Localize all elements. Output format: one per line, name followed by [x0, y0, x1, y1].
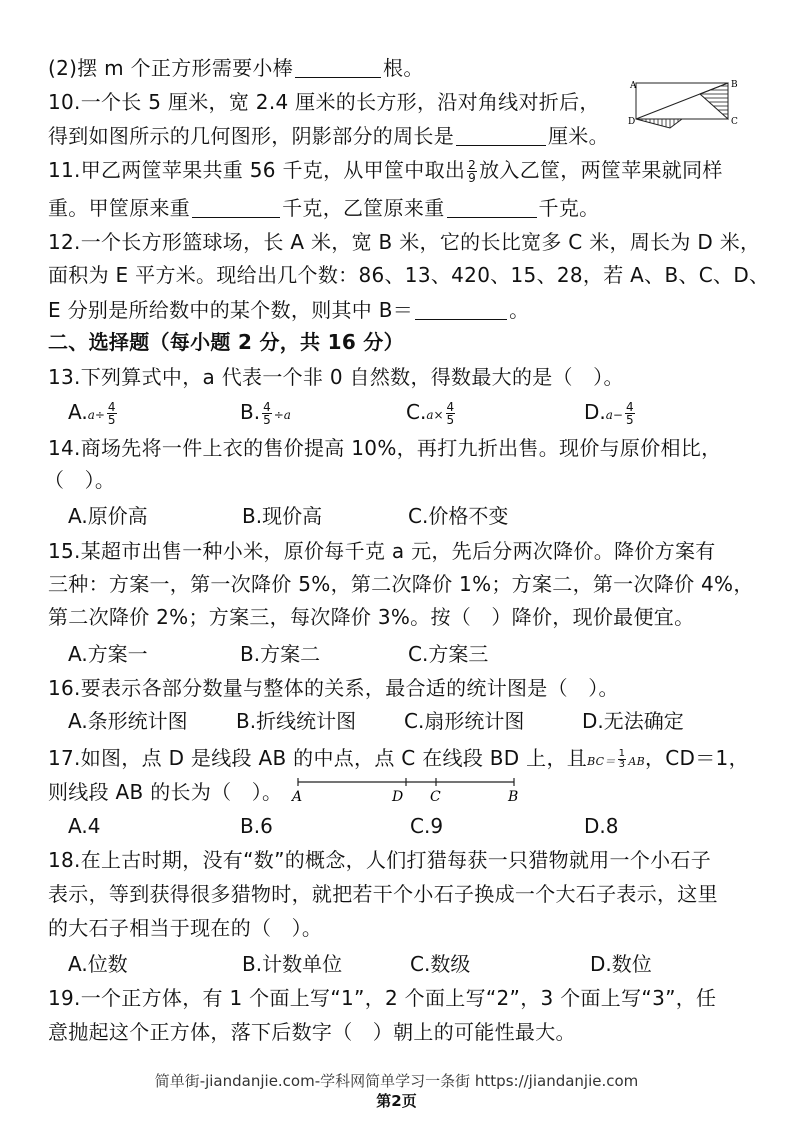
q17-segment-figure [286, 774, 524, 806]
q13-option-b-frac [262, 401, 272, 426]
page-number: 第2页 [376, 1092, 417, 1110]
q18-option-a[interactable]: A.位数 [68, 952, 128, 976]
q13-a-den: 5 [107, 413, 116, 427]
q13-option-c[interactable] [406, 398, 457, 429]
q9-part2 [48, 54, 424, 82]
q17-line1-text: 17.如图，点 D 是线段 AB 的中点，点 C 在线段 BD 上，且 [48, 746, 588, 770]
q10-line2-text: 得到如图所示的几何图形，阴影部分的周长是 [48, 124, 454, 148]
footer-watermark: 简单街-jiandanjie.com-学科网简单学习一条街 https://jiandanjie.com [154, 1072, 639, 1090]
q10-line1: 10.一个长 5 厘米，宽 2.4 厘米的长方形，沿对角线对折后， [48, 90, 600, 114]
q13-option-d-pre: a− [605, 408, 623, 422]
q13-option-a-label: A. [68, 400, 88, 424]
q13-option-d-frac [625, 401, 635, 426]
q13-option-b-label: B. [240, 400, 261, 424]
q12-line2: 面积为 E 平方米。现给出几个数：86、13、420、15、28，若 A、B、C、D、 [48, 263, 770, 287]
q15-option-a[interactable]: A.方案一 [68, 642, 148, 666]
q17-label-d: D [392, 789, 404, 805]
q17-cond-den: 3 [618, 759, 626, 770]
q17-label-a: A [292, 789, 303, 805]
q17-option-c[interactable]: C.9 [410, 814, 444, 838]
q11-line1-suffix: 放入乙筐，两筐苹果就同样 [479, 158, 723, 182]
q11-fraction [467, 159, 477, 184]
q10-figure [620, 72, 745, 132]
q18-option-c[interactable]: C.数级 [410, 952, 471, 976]
q19-line1: 19.一个正方体，有 1 个面上写“1”，2 个面上写“2”，3 个面上写“3”，任 [48, 986, 717, 1010]
q13-d-den: 5 [625, 413, 634, 427]
q13-option-b-post: ÷a [273, 408, 291, 422]
q9-part2-text: (2)摆 m 个正方形需要小棒 [48, 56, 294, 80]
q12-line3-suffix: 。 [509, 298, 530, 322]
q10-label-c: C [731, 117, 738, 127]
q13-b-num: 4 [263, 400, 271, 414]
q11-line2-b: 千克，乙筐原来重 [282, 196, 445, 220]
q11-line1 [48, 156, 723, 184]
q10-label-a: A [630, 81, 637, 91]
q17-option-d[interactable]: D.8 [584, 814, 619, 838]
q15-line3: 第二次降价 2%；方案三，每次降价 3%。按（ ）降价，现价最便宜。 [48, 605, 695, 629]
q11-frac-num: 2 [468, 158, 477, 172]
q16-option-c[interactable]: C.扇形统计图 [404, 709, 525, 733]
q13-a-num: 4 [107, 400, 116, 414]
q10-label-b: B [731, 80, 738, 90]
q13-option-c-pre: a× [426, 408, 444, 422]
q13-b-den: 5 [263, 413, 271, 427]
q13-option-a-frac [107, 401, 117, 426]
q16-option-a[interactable]: A.条形统计图 [68, 709, 188, 733]
q10-answer-blank[interactable] [456, 125, 546, 146]
q13-option-c-frac [446, 401, 456, 426]
q10-label-d: D [628, 117, 636, 127]
q16-stem: 16.要表示各部分数量与整体的关系，最合适的统计图是（ ）。 [48, 676, 619, 700]
q14-option-b[interactable]: B.现价高 [242, 504, 323, 528]
q13-c-den: 5 [446, 413, 455, 427]
q11-line2 [48, 194, 599, 222]
q11-frac-den: 9 [468, 171, 477, 185]
q18-line2: 表示，等到获得很多猎物时，就把若干个小石子换成一个大石子表示，这里 [48, 882, 718, 906]
q18-line3: 的大石子相当于现在的（ ）。 [48, 916, 323, 940]
q11-blank-jia[interactable] [192, 197, 280, 218]
q19-line2: 意抛起这个正方体，落下后数字（ ）朝上的可能性最大。 [48, 1020, 576, 1044]
q17-line1 [48, 744, 749, 776]
q13-option-d-label: D. [584, 400, 606, 424]
q18-option-d[interactable]: D.数位 [590, 952, 652, 976]
q17-line1-suffix: ，CD＝1， [644, 746, 749, 770]
q12-line1: 12.一个长方形篮球场，长 A 米，宽 B 米，它的长比宽多 C 米，周长为 D 米， [48, 230, 761, 254]
q14-option-c[interactable]: C.价格不变 [408, 504, 509, 528]
q13-option-b[interactable] [240, 398, 291, 429]
q15-line1: 15.某超市出售一种小米，原价每千克 a 元，先后分两次降价。降价方案有 [48, 539, 716, 563]
q13-option-c-label: C. [406, 400, 427, 424]
q11-line2-c: 千克。 [538, 196, 600, 220]
q16-option-d[interactable]: D.无法确定 [582, 709, 684, 733]
q11-line2-a: 重。甲筐原来重 [48, 196, 191, 220]
q13-option-a-pre: a÷ [87, 408, 105, 422]
q12-line3-text: E 分别是所给数中的某个数，则其中 B＝ [48, 298, 414, 322]
q13-option-a[interactable] [68, 398, 119, 429]
q17-line2: 则线段 AB 的长为（ ）。 [48, 780, 283, 804]
q16-option-b[interactable]: B.折线统计图 [236, 709, 357, 733]
q12-answer-blank[interactable] [415, 299, 507, 320]
q13-stem: 13.下列算式中，a 代表一个非 0 自然数，得数最大的是（ ）。 [48, 365, 624, 389]
q17-cond-frac [618, 749, 627, 770]
q17-label-c: C [430, 789, 441, 805]
q13-d-num: 4 [625, 400, 634, 414]
q15-line2: 三种：方案一，第一次降价 5%，第二次降价 1%；方案二，第一次降价 4%， [48, 572, 754, 596]
q18-option-b[interactable]: B.计数单位 [242, 952, 343, 976]
q17-option-b[interactable]: B.6 [240, 814, 273, 838]
q17-option-a[interactable]: A.4 [68, 814, 101, 838]
q17-label-b: B [508, 789, 519, 805]
q14-line1: 14.商场先将一件上衣的售价提高 10%，再打九折出售。现价与原价相比， [48, 436, 722, 460]
section-title: 二、选择题（每小题 2 分，共 16 分） [48, 330, 404, 354]
q17-cond-pre: BC＝ [587, 755, 616, 768]
q18-line1: 18.在上古时期，没有“数”的概念，人们打猎每获一只猎物就用一个小石子 [48, 848, 712, 872]
q11-blank-yi[interactable] [447, 197, 537, 218]
q11-line1-text: 11.甲乙两筐苹果共重 56 千克，从甲筐中取出 [48, 158, 466, 182]
q17-cond-num: 1 [618, 748, 626, 759]
q14-line2: （ ）。 [44, 468, 116, 492]
q10-line2-suffix: 厘米。 [548, 124, 609, 148]
q14-option-a[interactable]: A.原价高 [68, 504, 148, 528]
q9-answer-blank[interactable] [295, 57, 381, 78]
q15-option-b[interactable]: B.方案二 [240, 642, 321, 666]
q17-cond-post: AB [628, 755, 645, 768]
q13-c-num: 4 [446, 400, 455, 414]
q15-option-c[interactable]: C.方案三 [408, 642, 489, 666]
q13-option-d[interactable] [584, 398, 637, 429]
q12-line3 [48, 296, 529, 324]
q10-line2 [48, 122, 609, 150]
q9-part2-suffix: 根。 [383, 56, 424, 80]
